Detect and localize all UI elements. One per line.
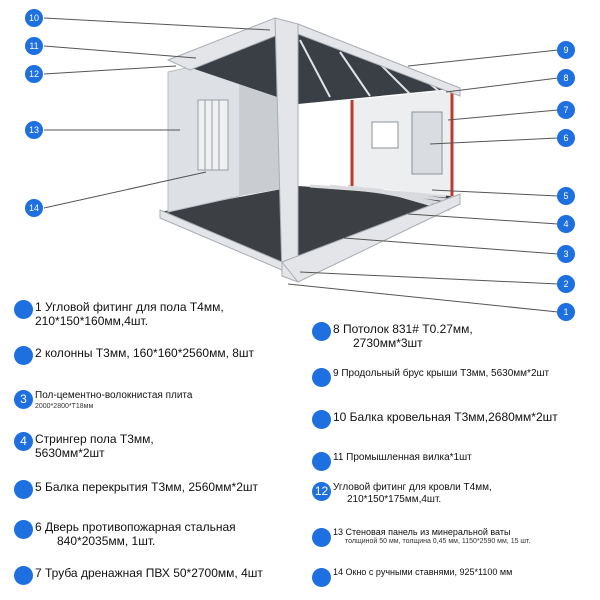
legend-text-5: 5 Балка перекрытия Т3мм, 2560мм*2шт bbox=[35, 480, 259, 494]
callout-num-9: 9 bbox=[563, 45, 569, 55]
legend-badge-4: 4 bbox=[14, 432, 33, 451]
legend-badge-12: 12 bbox=[312, 482, 331, 501]
legend-badge-8 bbox=[312, 322, 331, 341]
callout-num-5: 5 bbox=[563, 191, 569, 201]
back-wall-window bbox=[372, 122, 398, 148]
legend-item-14 bbox=[312, 568, 512, 587]
legend-text-8: 8 Потолок 831# Т0.27мм, 2730мм*3шт bbox=[333, 322, 473, 350]
legend-badge-7 bbox=[14, 566, 33, 585]
legend-text-2: 2 колонны Т3мм, 160*160*2560мм, 8шт bbox=[35, 346, 255, 360]
legend-badge-3: 3 bbox=[14, 390, 33, 409]
legend-text-12: Угловой фитинг для кровли Т4мм, 210*150*175мм,4шт. bbox=[333, 482, 492, 505]
legend-text-6: 6 Дверь противопожарная стальная 840*2035мм, 1шт. bbox=[35, 520, 236, 548]
legend-badge-6 bbox=[14, 520, 33, 539]
callout-num-12: 12 bbox=[28, 69, 40, 79]
legend-badge-13 bbox=[312, 528, 331, 547]
fire-door bbox=[412, 112, 442, 174]
callout-num-2: 2 bbox=[563, 279, 569, 289]
legend-text-1: 1 Угловой фитинг для пола Т4мм, 210*150*160мм,4шт. bbox=[35, 300, 224, 328]
legend-badge-5 bbox=[14, 480, 33, 499]
legend-item-9 bbox=[312, 368, 549, 387]
legend-text-13: 13 Стеновая панель из минеральной ваты толщиной 50 мм, толщина 0,45 мм, 1150*2590 мм, 15 шт. bbox=[333, 527, 531, 545]
legend-text-3: Пол-цементно-волокнистая плита 2000*2800*Т18мм bbox=[35, 390, 193, 410]
callout-num-14: 14 bbox=[28, 203, 40, 213]
legend-text-9: 9 Продольный брус крыши Т3мм, 5630мм*2шт bbox=[333, 368, 550, 379]
legend-item-11 bbox=[312, 452, 472, 471]
callout-num-8: 8 bbox=[563, 73, 569, 83]
legend-item-3 bbox=[14, 390, 192, 411]
callout-num-13: 13 bbox=[28, 125, 40, 135]
callout-num-4: 4 bbox=[563, 219, 569, 229]
callout-num-3: 3 bbox=[563, 249, 569, 259]
callout-num-7: 7 bbox=[563, 105, 569, 115]
legend-badge-11 bbox=[312, 452, 331, 471]
legend-badge-14 bbox=[312, 568, 331, 587]
legend-item-5 bbox=[14, 480, 258, 499]
legend-item-12 bbox=[312, 482, 492, 506]
legend-item-8 bbox=[312, 322, 473, 350]
legend-text-10: 10 Балка кровельная Т3мм,2680мм*2шт bbox=[333, 410, 558, 424]
legend-badge-1 bbox=[14, 300, 33, 319]
legend-badge-10 bbox=[312, 410, 331, 429]
left-wall-window bbox=[198, 100, 228, 170]
legend-badge-2 bbox=[14, 346, 33, 365]
callout-num-6: 6 bbox=[563, 133, 569, 143]
legend-item-2 bbox=[14, 346, 254, 365]
legend-item-13 bbox=[312, 528, 530, 547]
callout-num-11: 11 bbox=[29, 41, 39, 51]
legend-item-7 bbox=[14, 566, 263, 585]
legend-item-1 bbox=[14, 300, 224, 328]
legend-item-10 bbox=[312, 410, 558, 429]
legend-text-7: 7 Труба дренажная ПВХ 50*2700мм, 4шт bbox=[35, 566, 263, 580]
legend-text-14: 14 Окно с ручными ставнями, 925*1100 мм bbox=[333, 567, 513, 577]
legend-badge-9 bbox=[312, 368, 331, 387]
legend-text-4: Стрингер пола Т3мм, 5630мм*2шт bbox=[35, 432, 154, 460]
legend-text-11: 11 Промышленная вилка*1шт bbox=[333, 452, 472, 463]
callout-num-1: 1 bbox=[563, 307, 569, 317]
callout-num-10: 10 bbox=[28, 13, 40, 23]
legend-item-4 bbox=[14, 432, 154, 460]
legend-item-6 bbox=[14, 520, 236, 548]
